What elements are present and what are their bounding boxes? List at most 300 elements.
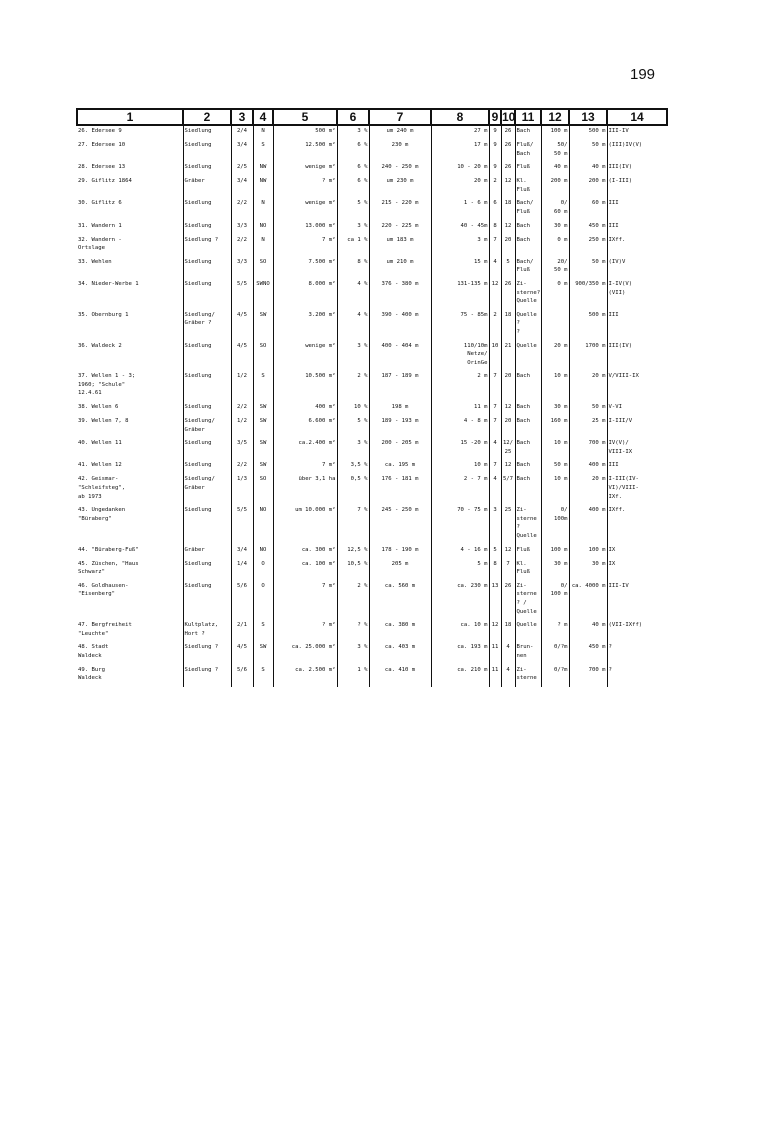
table-cell: Bach <box>515 125 541 136</box>
table-cell: 11 <box>489 642 501 660</box>
table-cell: 41. Wellen 12 <box>78 462 122 469</box>
column-header: 14 <box>607 109 667 125</box>
column-header: 9 <box>489 109 501 125</box>
table-cell: Siedlung <box>183 140 231 158</box>
data-table <box>76 108 666 687</box>
table-cell: 3 % <box>337 438 369 456</box>
table-cell: 7 m² <box>273 581 337 616</box>
table-cell: 7 <box>489 371 501 398</box>
table-cell: N <box>253 198 273 216</box>
spacer-cell <box>273 683 337 687</box>
table-cell: 2 <box>489 176 501 194</box>
table-cell: 4 <box>501 665 515 683</box>
table-row <box>77 665 667 683</box>
table-cell: 3 % <box>337 642 369 660</box>
table-cell: 0/?m <box>541 642 569 660</box>
table-cell: ? <box>607 665 667 683</box>
table-cell: 100 m <box>569 545 607 555</box>
table-cell: 0,5 % <box>337 474 369 501</box>
table-cell: ca. 410 m <box>369 665 431 683</box>
table-cell: 5 % <box>337 416 369 434</box>
table-cell: 10 <box>489 341 501 368</box>
table-cell: 15 m <box>431 257 489 275</box>
table-cell: 3/3 <box>231 257 253 275</box>
table-cell: 20 <box>501 235 515 253</box>
table-cell: Fluß <box>515 162 541 172</box>
table-cell: 6 % <box>337 162 369 172</box>
table-cell: 20 m <box>569 371 607 398</box>
table-cell: (III)IV(V) <box>607 140 667 158</box>
table-cell: 245 - 250 m <box>369 505 431 540</box>
column-header: 3 <box>231 109 253 125</box>
table-cell: 450 m <box>569 642 607 660</box>
spacer-cell <box>607 683 667 687</box>
table-cell: 500 m <box>569 310 607 337</box>
table-cell: 30 m <box>569 559 607 577</box>
table-cell: 21 <box>501 341 515 368</box>
table-cell: 10 % <box>337 402 369 412</box>
table-cell: wenige m² <box>273 341 337 368</box>
table-cell: 49. Burg Waldeck <box>78 666 105 682</box>
table-cell: 131-135 m <box>431 279 489 306</box>
table-cell: 12 <box>501 545 515 555</box>
table-cell: 10 m <box>541 474 569 501</box>
table-cell: 31. Wandern 1 <box>78 222 122 229</box>
table-cell: 7 <box>489 416 501 434</box>
table-cell: 9 <box>489 162 501 172</box>
table-cell: 7 m² <box>273 460 337 470</box>
table-cell: 10 - 20 m <box>431 162 489 172</box>
table-cell: (IV)V <box>607 257 667 275</box>
table-cell: 0/ 100 m <box>541 581 569 616</box>
table-row <box>77 221 667 231</box>
table-cell: 20 m <box>569 474 607 501</box>
table-cell: 2 - 7 m <box>431 474 489 501</box>
table-cell: 38. Wellen 6 <box>78 404 119 411</box>
table-cell: 4 - 16 m <box>431 545 489 555</box>
table-cell: um 210 m <box>369 257 431 275</box>
table-cell: 0/?m <box>541 665 569 683</box>
table-cell: Bach <box>515 371 541 398</box>
table-cell: 10,5 % <box>337 559 369 577</box>
table-cell: 12 <box>501 402 515 412</box>
table-cell: ca. 100 m² <box>273 559 337 577</box>
table-cell: 27 m <box>431 125 489 136</box>
table-cell: Bach/ Fluß <box>515 198 541 216</box>
table-cell: 20 m <box>541 341 569 368</box>
table-cell: 2/5 <box>231 162 253 172</box>
table-cell: V-VI <box>607 402 667 412</box>
table-cell: 7 % <box>337 505 369 540</box>
table-cell: ca 1 % <box>337 235 369 253</box>
spacer-cell <box>569 683 607 687</box>
table-cell: III-IV <box>607 125 667 136</box>
table-cell: 3 m <box>431 235 489 253</box>
table-cell: Gräber <box>183 545 231 555</box>
table-cell: (VII-IXff) <box>607 620 667 638</box>
table-cell: Fluß <box>515 545 541 555</box>
table-row <box>77 341 667 368</box>
table-cell: 7 <box>489 402 501 412</box>
table-cell: 160 m <box>541 416 569 434</box>
table-cell: NW <box>253 162 273 172</box>
table-cell: ? <box>607 642 667 660</box>
table-cell: 12 <box>501 460 515 470</box>
table-cell: um 240 m <box>369 125 431 136</box>
table-cell: ? % <box>337 620 369 638</box>
table-cell: SW <box>253 416 273 434</box>
table-cell: 26. Edersee 9 <box>78 128 122 134</box>
table-cell: 29. Giflitz 1864 <box>78 178 132 185</box>
table-row <box>77 460 667 470</box>
table-cell: 50 m <box>541 460 569 470</box>
table-cell: 2/1 <box>231 620 253 638</box>
table-cell: ca. 380 m <box>369 620 431 638</box>
table-cell: 230 m <box>369 140 431 158</box>
table-row <box>77 310 667 337</box>
column-header: 6 <box>337 109 369 125</box>
table-cell: Kultplatz, Hort ? <box>183 620 231 638</box>
table-cell: 0 m <box>541 235 569 253</box>
table-cell: 7 <box>489 460 501 470</box>
table-cell: 12.500 m² <box>273 140 337 158</box>
table-cell: 110/10m Netze/ OrinGe <box>431 341 489 368</box>
table-cell: 17 m <box>431 140 489 158</box>
table-cell: 11 m <box>431 402 489 412</box>
table-cell: Siedlung ? <box>183 642 231 660</box>
table-row <box>77 279 667 306</box>
table-cell: Siedlung/ Gräber <box>183 416 231 434</box>
table-cell: 40 m <box>541 162 569 172</box>
table-cell: Siedlung <box>183 162 231 172</box>
table-cell: Bach <box>515 235 541 253</box>
table-cell: 1 - 6 m <box>431 198 489 216</box>
table-cell: Siedlung <box>183 257 231 275</box>
table-cell: 240 - 250 m <box>369 162 431 172</box>
table-cell: 178 - 190 m <box>369 545 431 555</box>
table-cell: V/VIII-IX <box>607 371 667 398</box>
table-cell: Siedlung <box>183 559 231 577</box>
table-cell: 9 <box>489 125 501 136</box>
table-cell: 2/2 <box>231 235 253 253</box>
table-cell: Siedlung <box>183 371 231 398</box>
table-cell: wenige m² <box>273 162 337 172</box>
table-cell: 12 <box>489 620 501 638</box>
table-cell: 18 <box>501 620 515 638</box>
spacer-cell <box>183 683 231 687</box>
table-cell: ca. 210 m <box>431 665 489 683</box>
table-cell: Siedlung <box>183 125 231 136</box>
table-cell: 37. Wellen 1 - 3; 1960; "Schule" 12.4.61 <box>78 373 136 397</box>
table-row <box>77 162 667 172</box>
spacer-cell <box>337 683 369 687</box>
table-cell: 43. Ungedanken "Büraberg" <box>78 507 126 522</box>
table-cell: Fluß/ Bach <box>515 140 541 158</box>
table-cell: 20 <box>501 416 515 434</box>
table-cell: 4/5 <box>231 341 253 368</box>
table-row <box>77 438 667 456</box>
column-header: 7 <box>369 109 431 125</box>
table-cell: 3/4 <box>231 176 253 194</box>
table-cell: 1/2 <box>231 371 253 398</box>
column-header: 5 <box>273 109 337 125</box>
table-cell: Brun- nen <box>515 642 541 660</box>
table-cell: Siedlung ? <box>183 665 231 683</box>
table-cell: 2 % <box>337 371 369 398</box>
table-cell: ca. 195 m <box>369 460 431 470</box>
table-cell: 5/7 <box>501 474 515 501</box>
table-cell: Siedlung <box>183 505 231 540</box>
table-cell: 0/ 100m <box>541 505 569 540</box>
table-cell: 4/5 <box>231 642 253 660</box>
table-cell: 30 m <box>541 221 569 231</box>
table-cell: 25 <box>501 505 515 540</box>
table-cell: 189 - 193 m <box>369 416 431 434</box>
table-row <box>77 505 667 540</box>
table-cell: 5/6 <box>231 581 253 616</box>
table-cell: 5/5 <box>231 279 253 306</box>
table-row <box>77 620 667 638</box>
table-cell: 7.500 m² <box>273 257 337 275</box>
table-cell: 12/ 25 <box>502 440 514 455</box>
spacer-cell <box>253 683 273 687</box>
table-row <box>77 140 667 158</box>
table-cell: NW <box>253 176 273 194</box>
table-cell: Bach <box>515 416 541 434</box>
table-row <box>77 581 667 616</box>
column-header: 11 <box>515 109 541 125</box>
table-cell: 12 <box>489 279 501 306</box>
table-cell: 2 m <box>431 371 489 398</box>
table-cell: 6 % <box>337 140 369 158</box>
table-cell: ca. 10 m <box>431 620 489 638</box>
table-cell: 10.500 m² <box>273 371 337 398</box>
table-cell: 12,5 % <box>337 545 369 555</box>
table-cell: 3 % <box>337 125 369 136</box>
table-cell: 3 <box>489 505 501 540</box>
table-cell: 3/5 <box>231 438 253 456</box>
table-cell: 390 - 400 m <box>369 310 431 337</box>
table-cell: 40 m <box>569 620 607 638</box>
table-cell: wenige m² <box>273 198 337 216</box>
table-cell: 400 m <box>569 505 607 540</box>
table-cell: Siedlung <box>183 221 231 231</box>
page-number: 199 <box>630 66 656 83</box>
table-cell: Zi- sterne <box>515 665 541 683</box>
table-cell: um 183 m <box>369 235 431 253</box>
table-cell: ca. 560 m <box>369 581 431 616</box>
table-cell: SO <box>253 474 273 501</box>
table-cell: 187 - 189 m <box>369 371 431 398</box>
table-cell <box>541 310 569 337</box>
table-cell: III <box>607 460 667 470</box>
table-cell: Bach <box>515 460 541 470</box>
table-cell: SWNO <box>253 279 273 306</box>
table-cell: 26 <box>501 279 515 306</box>
table-cell: 10 m <box>541 371 569 398</box>
table-cell: S <box>253 140 273 158</box>
table-cell: 700 m <box>569 665 607 683</box>
table-row <box>77 176 667 194</box>
table-cell: 900/350 m <box>569 279 607 306</box>
table-cell: IXff. <box>607 505 667 540</box>
table-cell: I-IV(V) (VII) <box>607 279 667 306</box>
table-cell: ? m² <box>273 176 337 194</box>
table-row <box>77 416 667 434</box>
table-cell: S <box>253 620 273 638</box>
table-cell: 15 -20 m <box>431 438 489 456</box>
table-cell: 28. Edersee 13 <box>78 164 126 171</box>
table-cell: 7 m² <box>273 235 337 253</box>
table-cell: 450 m <box>569 221 607 231</box>
table-cell: Siedlung <box>183 198 231 216</box>
table-cell: 400 m <box>569 460 607 470</box>
table-cell: 2 % <box>337 581 369 616</box>
table-cell: ? m² <box>273 620 337 638</box>
table-cell: ca. 193 m <box>431 642 489 660</box>
table-cell: um 230 m <box>369 176 431 194</box>
table-cell: 100 m <box>541 545 569 555</box>
table-cell: 5 <box>501 257 515 275</box>
table-row <box>77 125 667 136</box>
table-cell: ca. 230 m <box>431 581 489 616</box>
table-cell: Siedlung <box>183 438 231 456</box>
column-header: 13 <box>569 109 607 125</box>
table-cell: 6.600 m² <box>273 416 337 434</box>
table-cell: 3 % <box>337 221 369 231</box>
table-cell: 40. Wellen 11 <box>78 440 122 447</box>
table-cell: 200 - 205 m <box>369 438 431 456</box>
table-cell: 1/4 <box>231 559 253 577</box>
table-cell: 50/ 50 m <box>541 140 569 158</box>
table-cell: 3/3 <box>231 221 253 231</box>
table-cell: 7 <box>489 235 501 253</box>
table-cell: Bach <box>515 438 541 456</box>
table-cell: Siedlung/ Gräber ? <box>183 310 231 337</box>
table-cell: 13.000 m² <box>273 221 337 231</box>
table-cell: 3.200 m² <box>273 310 337 337</box>
table-cell: 8 <box>489 559 501 577</box>
table-cell: I-III(IV- VI)/VIII- IXf. <box>607 474 667 501</box>
table-cell: SO <box>253 341 273 368</box>
table-cell: 400 m² <box>273 402 337 412</box>
table-cell: 4 <box>489 474 501 501</box>
spacer-cell <box>489 683 501 687</box>
table-cell: Siedlung <box>183 460 231 470</box>
table-cell: 47. Bergfreiheit "Leuchte" <box>78 622 132 637</box>
table-cell: 48. Stadt Waldeck <box>78 644 109 659</box>
table-cell: SO <box>253 257 273 275</box>
table-cell: Bach/ Fluß <box>515 257 541 275</box>
table-cell: Gräber <box>183 176 231 194</box>
table-cell: 44. "Büraberg-Fuß" <box>78 546 139 553</box>
table-cell: 11 <box>489 665 501 683</box>
table-cell: Siedlung <box>183 341 231 368</box>
table-cell: 2 <box>489 310 501 337</box>
table-cell: Quelle <box>515 620 541 638</box>
column-header: 8 <box>431 109 489 125</box>
table-cell: S <box>253 371 273 398</box>
row-spacer <box>77 683 667 687</box>
table-cell: 4 <box>489 257 501 275</box>
table-cell: 4 - 8 m <box>431 416 489 434</box>
table-row <box>77 545 667 555</box>
table-cell: 3 % <box>337 341 369 368</box>
table-cell: 3/4 <box>231 140 253 158</box>
table-cell: 4 % <box>337 279 369 306</box>
table-cell: ca. 25.000 m² <box>273 642 337 660</box>
table-cell: Siedlung/ Gräber <box>183 474 231 501</box>
table-cell: Siedlung <box>183 581 231 616</box>
table-cell: 2/2 <box>231 198 253 216</box>
table-cell: Siedlung ? <box>183 235 231 253</box>
table-cell: 100 m <box>541 125 569 136</box>
table-cell: 250 m <box>569 235 607 253</box>
table-cell: 215 - 220 m <box>369 198 431 216</box>
table-cell: III-IV <box>607 581 667 616</box>
table-cell: SW <box>253 642 273 660</box>
table-cell: Zi- sterne ? / Quelle <box>515 581 541 616</box>
column-header: 10 <box>502 110 516 124</box>
table-cell: 70 - 75 m <box>431 505 489 540</box>
table-cell: 26 <box>501 162 515 172</box>
table-cell: 30 m <box>541 559 569 577</box>
table-cell: 13 <box>489 581 501 616</box>
table-cell: N <box>253 235 273 253</box>
table-cell: ca. 2.500 m² <box>273 665 337 683</box>
table-row <box>77 235 667 253</box>
table-row <box>77 257 667 275</box>
table-cell: ca.2.400 m² <box>273 438 337 456</box>
table-row <box>77 474 667 501</box>
table-cell: 220 - 225 m <box>369 221 431 231</box>
table-cell: 400 - 404 m <box>369 341 431 368</box>
table-cell: Kl. Fluß <box>515 559 541 577</box>
table-cell: 176 - 181 m <box>369 474 431 501</box>
table-cell: 26 <box>501 140 515 158</box>
table-cell: 32. Wandern - Ortslage <box>78 236 122 252</box>
table-cell: SW <box>253 402 273 412</box>
table-cell: 12 <box>501 221 515 231</box>
table-cell: NO <box>253 545 273 555</box>
table-cell: 12 <box>501 176 515 194</box>
table-cell: ca. 403 m <box>369 642 431 660</box>
table-cell: 33. Wehlen <box>78 258 112 265</box>
table-cell: 40 - 45m <box>431 221 489 231</box>
table-cell: (I-III) <box>607 176 667 194</box>
table-cell: III <box>607 310 667 337</box>
table-cell: O <box>253 559 273 577</box>
table-cell: 205 m <box>369 559 431 577</box>
table-cell: IX <box>607 559 667 577</box>
table-cell: IXff. <box>607 235 667 253</box>
table-cell: 50 m <box>569 257 607 275</box>
table-cell: 7 <box>501 559 515 577</box>
table-cell: S <box>253 665 273 683</box>
table-cell: 39. Wellen 7, 8 <box>78 418 129 425</box>
table-cell: 20/ 50 m <box>541 257 569 275</box>
table-cell: 10 m <box>541 438 569 456</box>
table-cell: 26 <box>501 125 515 136</box>
spacer-cell <box>431 683 489 687</box>
spacer-cell <box>515 683 541 687</box>
table-cell: über 3,1 ha <box>273 474 337 501</box>
table-cell: 35. Obernburg 1 <box>78 311 129 318</box>
table-cell: 200 m <box>541 176 569 194</box>
table-cell: Zi- sterne? Quelle <box>516 280 541 305</box>
table-cell: 1/2 <box>231 416 253 434</box>
table-cell: IV(V)/ VIII-IX <box>607 438 667 456</box>
